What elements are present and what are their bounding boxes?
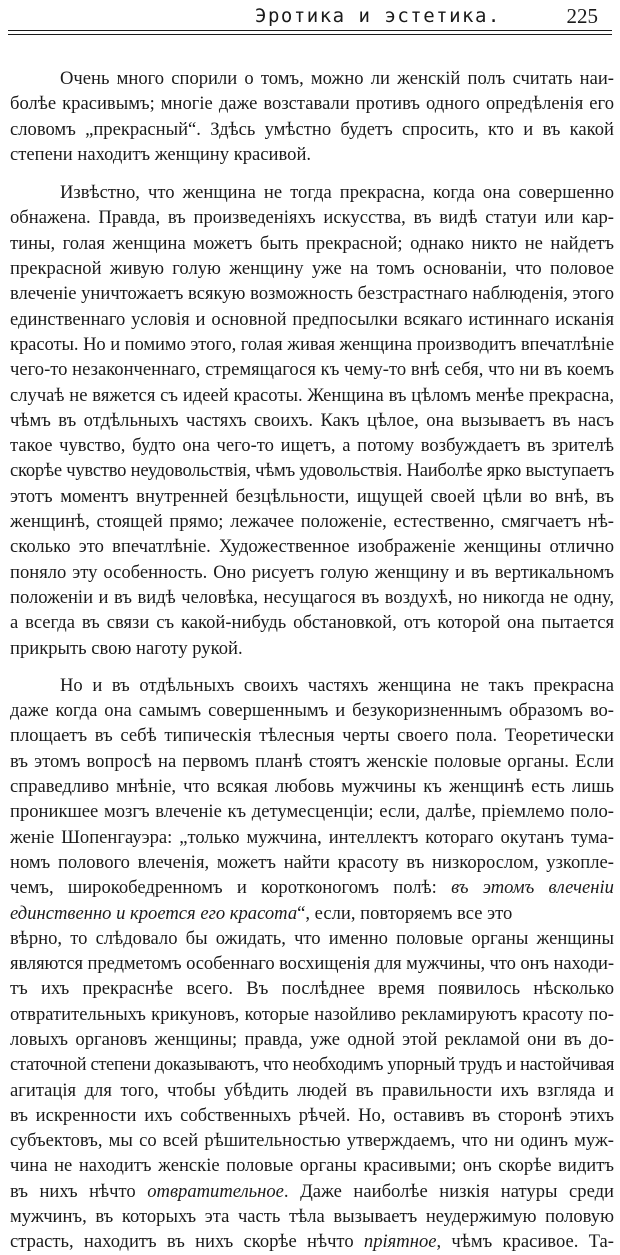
- text-line: страсть, находитъ въ нихъ скорѣе нѣчто пріятное, чѣмъ красивое. Та-: [10, 1231, 614, 1253]
- text-line: Извѣстно, что женщина не тогда прекрасна, когда она совершенно: [60, 182, 614, 204]
- italic-phrase: единственно и кроется его красота: [10, 902, 298, 924]
- text-line: проникшее мозгъ влеченіе къ детумесценціи; если, далѣе, пріемлемо поло-: [10, 801, 614, 823]
- text-line: мужчинъ, въ которыхъ эта часть тѣла вызываетъ неудержимую половую: [10, 1206, 614, 1228]
- text-line: прекрасной живую голую женщину уже на томъ основаніи, что половое: [10, 258, 614, 280]
- text-line: такое чувство, будто она чего-то ищетъ, а потому возбуждаетъ въ зрителѣ: [10, 435, 614, 457]
- text-line: чѣмъ въ отдѣльныхъ частяхъ своихъ. Какъ цѣлое, она вызываетъ въ насъ: [10, 409, 614, 431]
- text-line: положеніи и въ видѣ человѣка, несущагося въ воздухѣ, но никогда не одну,: [10, 586, 614, 608]
- text-line: прикрыть свою наготу рукой.: [10, 637, 243, 659]
- text-line: являются предметомъ особеннаго восхищенія для мужчины, что онъ находи-: [10, 953, 614, 975]
- text-line: субъектовъ, мы со всей рѣшительностью утверждаемъ, что ни одинъ муж-: [10, 1130, 614, 1152]
- text-line: влеченіе уничтожаетъ всякую возможность безстрастнаго наблюденія, этого: [10, 283, 614, 305]
- running-title: Эротика и эстетика.: [255, 5, 501, 27]
- text-line: даже когда она самымъ совершеннымъ и безукоризненнымъ образомъ во-: [10, 700, 614, 722]
- text-line: обнажена. Правда, въ произведеніяхъ искусства, въ видѣ статуи или кар-: [10, 207, 614, 229]
- text-line: справедливо мнѣніе, что всякая любовь мужчины къ женщинѣ есть лишь: [10, 776, 614, 798]
- page-number: 225: [566, 4, 598, 28]
- text-line: отвратительныхъ крикуновъ, которые назойливо рекламируютъ красоту по-: [10, 1003, 614, 1025]
- text-line: степени находитъ женщину красивой.: [10, 143, 312, 165]
- text-line: тъ ихъ прекраснѣе всего. Въ послѣднее время появилось нѣсколько: [10, 978, 614, 1000]
- text-line: женіе Шопенгауэра: „только мужчина, интеллектъ котораго окутанъ тума-: [10, 826, 614, 848]
- text-line: случаѣ не вяжется съ идеей красоты. Женщина въ цѣломъ менѣе прекрасна,: [10, 384, 614, 406]
- paragraph-3: [10, 673, 614, 1255]
- text-line: чего-то незаконченнаго, стремящагося къ чему-то внѣ себя, что ни въ коемъ: [10, 359, 614, 381]
- italic-phrase: пріятное: [363, 1231, 437, 1253]
- text-line: ловыхъ органовъ женщины; правда, уже одной этой рекламой они въ до-: [10, 1028, 614, 1050]
- text-line: словомъ „прекрасный“. Здѣсь умѣстно будетъ спросить, кто и въ какой: [10, 118, 614, 140]
- page-header: [0, 0, 620, 40]
- text-line: въ нихъ нѣчто отвратительное. Даже наиболѣе низкія натуры среди: [10, 1180, 614, 1202]
- text-line: единственнаго условія и основной предпосылки всякаго истиннаго исканія: [10, 308, 614, 330]
- text-line: Но и въ отдѣльныхъ своихъ частяхъ женщина не такъ прекрасна: [60, 674, 614, 696]
- text-line: въ искренности ихъ собственныхъ рѣчей. Но, оставивъ въ сторонѣ этихъ: [10, 1104, 614, 1126]
- paragraph-1: [10, 66, 614, 167]
- text-line: Очень много спорили о томъ, можно ли женскій полъ считать наи-: [60, 68, 614, 89]
- text-line: красоты. Но и помимо этого, голая живая женщина производитъ впечатлѣніе: [10, 333, 614, 355]
- text-line: сколько это впечатлѣніе. Художественное изображеніе женщины отлично: [10, 536, 614, 558]
- header-rule-top: [8, 30, 612, 31]
- text-line: номъ полового влеченія, можетъ найти красоту въ низкорослом, узкопле-: [10, 851, 614, 873]
- text-line: статочной степени доказываютъ, что необходимъ упорный трудъ и настойчивая: [10, 1054, 614, 1076]
- header-rule-bottom: [8, 34, 612, 35]
- text-line: скорѣе чувство неудовольствія, чѣмъ удовольствія. Наиболѣе ярко выступаетъ: [10, 460, 614, 482]
- text-line: болѣе красивымъ; многіе даже возставали противъ одного опредѣленія его: [10, 93, 614, 115]
- text-line: единственно и кроется его красота“, если, повторяемъ все это: [10, 902, 513, 924]
- text-line: чемъ, широкобедренномъ и коротконогомъ полѣ: въ этомъ влеченіи: [10, 877, 614, 899]
- paragraph-2: [10, 180, 614, 661]
- text-line: тины, голая женщина можетъ быть прекрасной; однако никто не найдетъ: [10, 232, 614, 254]
- text-line: въ этомъ вопросѣ на первомъ планѣ стоятъ женскіе половые органы. Если: [10, 750, 614, 772]
- text-line: площаетъ въ себѣ типическія тѣлесныя черты своего пола. Теоретически: [10, 725, 614, 747]
- text-line: вѣрно, то слѣдовало бы ожидать, что именно половые органы женщины: [10, 927, 614, 949]
- text-line: агитація для того, чтобы убѣдить людей въ правильности ихъ взгляда и: [10, 1079, 614, 1101]
- text-line: чина не находитъ женскіе половые органы красивыми; онъ скорѣе видитъ: [10, 1155, 614, 1177]
- text-line: поняло эту особенность. Оно рисуетъ голую женщину и въ вертикальномъ: [10, 561, 614, 583]
- body-text: [10, 66, 614, 1255]
- italic-phrase: отвратительное: [147, 1180, 284, 1202]
- text-line: этотъ моментъ внутренней безцѣльности, ищущей своей цѣли во внѣ, въ: [10, 485, 614, 507]
- italic-phrase: въ этомъ влеченіи: [451, 877, 614, 899]
- text-line: женщинѣ, стоящей прямо; лежачее положеніе, естественно, смягчаетъ нѣ-: [10, 511, 614, 533]
- text-line: а всегда въ связи съ какой-нибудь обстановкой, отъ которой она пытается: [10, 612, 614, 634]
